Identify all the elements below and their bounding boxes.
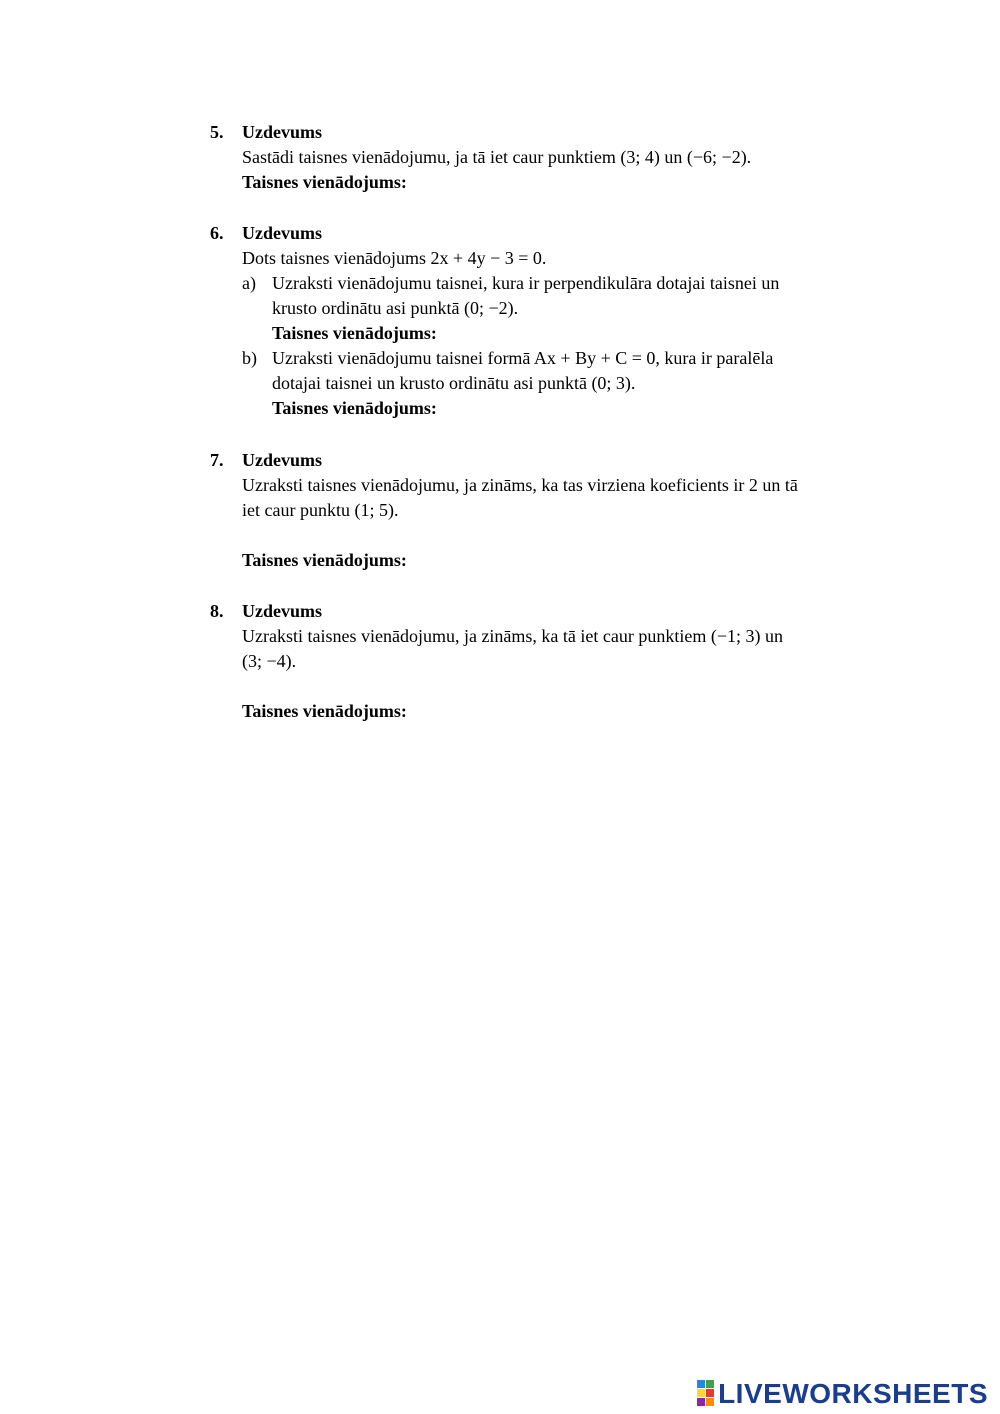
answer-label: Taisnes vienādojums: — [242, 701, 407, 721]
subtask-a — [242, 271, 870, 346]
logo-square — [706, 1398, 714, 1406]
subtask-label: a) — [242, 273, 256, 293]
liveworksheets-logo — [697, 1377, 988, 1409]
answer-label: Taisnes vienādojums: — [242, 550, 407, 570]
task-text-line: Uzraksti taisnes vienādojumu, ja zināms, ka tas virziena koeficients ir 2 un tā — [242, 475, 798, 495]
answer-label: Taisnes vienādojums: — [272, 323, 437, 343]
task-title: Uzdevums — [242, 601, 322, 621]
task-title: Uzdevums — [242, 223, 322, 243]
logo-square — [697, 1398, 705, 1406]
logo-square — [697, 1389, 705, 1397]
logo-icon — [697, 1380, 714, 1406]
subtask-text-line: Uzraksti vienādojumu taisnei formā Ax + By + C = 0, kura ir paralēla — [272, 348, 774, 368]
logo-square — [706, 1380, 714, 1388]
subtask-b — [242, 346, 870, 421]
task-number: 8. — [210, 601, 224, 621]
task-text-line: iet caur punktu (1; 5). — [242, 500, 399, 520]
task-text-line: Sastādi taisnes vienādojumu, ja tā iet caur punktiem (3; 4) un (−6; −2). — [242, 147, 752, 167]
task-number: 6. — [210, 223, 224, 243]
task-text-line: (3; −4). — [242, 651, 297, 671]
logo-square — [706, 1389, 714, 1397]
logo-square — [697, 1380, 705, 1388]
task-text-line: Uzraksti taisnes vienādojumu, ja zināms, ka tā iet caur punktiem (−1; 3) un — [242, 626, 784, 646]
task-8 — [210, 599, 870, 724]
logo-text: LIVEWORKSHEETS — [718, 1377, 988, 1409]
answer-label: Taisnes vienādojums: — [242, 172, 407, 192]
subtask-text-line: dotajai taisnei un krusto ordinātu asi punktā (0; 3). — [272, 373, 636, 393]
task-title: Uzdevums — [242, 122, 322, 142]
task-6 — [210, 221, 870, 421]
task-title: Uzdevums — [242, 450, 322, 470]
subtask-text-line: Uzraksti vienādojumu taisnei, kura ir perpendikulāra dotajai taisnei un — [272, 273, 780, 293]
task-7 — [210, 448, 870, 573]
answer-label: Taisnes vienādojums: — [272, 398, 437, 418]
subtask-text-line: krusto ordinātu asi punktā (0; −2). — [272, 298, 519, 318]
subtask-label: b) — [242, 348, 257, 368]
task-number: 5. — [210, 122, 224, 142]
task-5 — [210, 120, 870, 195]
task-number: 7. — [210, 450, 224, 470]
task-intro: Dots taisnes vienādojums 2x + 4y − 3 = 0. — [242, 248, 547, 268]
